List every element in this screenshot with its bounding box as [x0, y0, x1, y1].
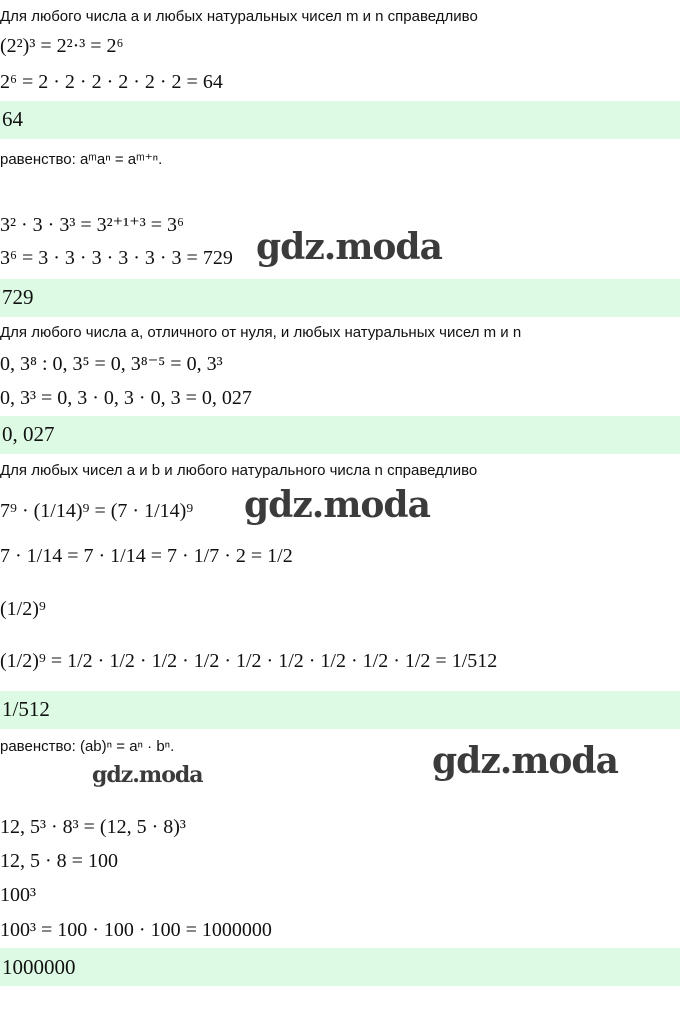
math-line: (1/2)⁹ = 1/2 · 1/2 · 1/2 · 1/2 · 1/2 · 1/2 · 1/2 · 1/2 · 1/2 = 1/512: [0, 650, 498, 672]
math-line: 3² · 3 · 3³ = 3²⁺¹⁺³ = 3⁶: [0, 214, 184, 236]
answer-band: [0, 416, 680, 454]
answer-value: 729: [2, 285, 34, 309]
math-line: 12, 5³ · 8³ = (12, 5 · 8)³: [0, 816, 186, 838]
math-line: 100³ = 100 · 100 · 100 = 1000000: [0, 919, 272, 941]
answer-band: [0, 948, 680, 986]
math-line: 7 · 1/14 = 7 · 1/14 = 7 · 1/7 · 2 = 1/2: [0, 545, 293, 567]
rule-text-power-of-power: Для любого числа a и любых натуральных чисел m и n справедливо: [0, 8, 478, 25]
math-line: 0, 3³ = 0, 3 · 0, 3 · 0, 3 = 0, 027: [0, 387, 252, 409]
rule-text-power-of-product: Для любых чисел a и b и любого натурального числа n справедливо: [0, 462, 478, 479]
math-line: 12, 5 · 8 = 100: [0, 850, 118, 872]
answer-value: 64: [2, 107, 23, 131]
rule-text-quotient: Для любого числа a, отличного от нуля, и любых натуральных чисел m и n: [0, 324, 522, 341]
math-line: (2²)³ = 2²·³ = 2⁶: [0, 35, 124, 57]
answer-band: [0, 101, 680, 139]
watermark: gdz.moda: [244, 484, 430, 526]
math-line: 0, 3⁸ : 0, 3⁵ = 0, 3⁸⁻⁵ = 0, 3³: [0, 353, 223, 375]
watermark: gdz.moda: [432, 740, 618, 782]
answer-value: 1/512: [2, 697, 50, 721]
answer-band: [0, 279, 680, 317]
answer-value: 1000000: [2, 955, 76, 979]
math-line: 7⁹ · (1/14)⁹ = (7 · 1/14)⁹: [0, 500, 194, 522]
math-line: 2⁶ = 2 · 2 · 2 · 2 · 2 · 2 = 64: [0, 71, 223, 93]
watermark: gdz.moda: [92, 762, 203, 788]
rule-text-power-of-product-formula: равенство: (ab)ⁿ = aⁿ · bⁿ.: [0, 738, 175, 755]
rule-text-product: равенство: aᵐaⁿ = aᵐ⁺ⁿ.: [0, 151, 163, 168]
math-line: (1/2)⁹: [0, 598, 46, 620]
answer-value: 0, 027: [2, 422, 55, 446]
math-line: 100³: [0, 884, 36, 906]
answer-band: [0, 691, 680, 729]
math-line: 3⁶ = 3 · 3 · 3 · 3 · 3 · 3 = 729: [0, 247, 233, 269]
watermark: gdz.moda: [256, 226, 442, 268]
